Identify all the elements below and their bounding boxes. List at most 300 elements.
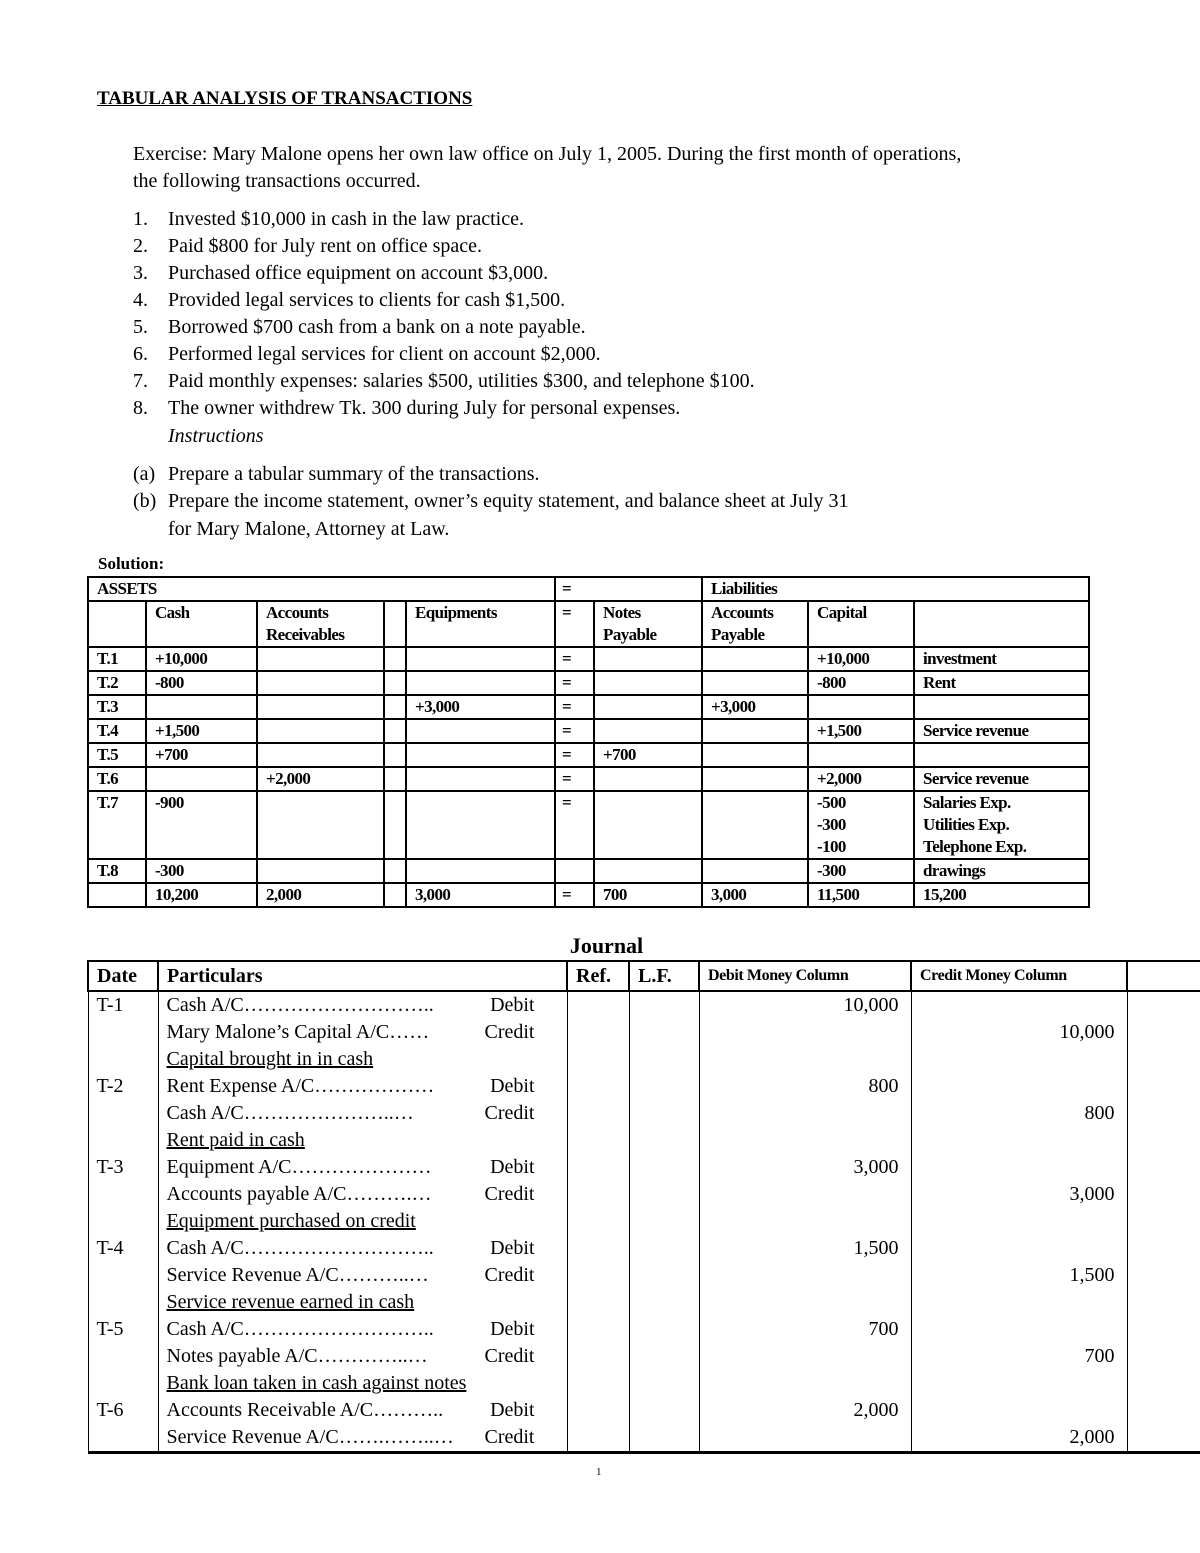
header-line: Notes (603, 603, 641, 622)
leader-dots: ……………………….. (243, 1318, 434, 1340)
journal-row (88, 1262, 1200, 1289)
cash-header: Cash (146, 601, 257, 647)
accounts-payable-header (702, 601, 808, 647)
total-eq: = (555, 883, 594, 907)
transaction-id: T.1 (88, 647, 146, 671)
ref-cell (567, 1208, 629, 1235)
credit-cell (911, 1397, 1127, 1424)
debit-cell (699, 1046, 911, 1073)
item-text: Performed legal services for client on account $2,000. (168, 343, 601, 365)
debit-cell (699, 1181, 911, 1208)
credit-account: Service Revenue A/C (166, 1264, 339, 1286)
debit-word: Debit (490, 1156, 535, 1178)
blank-cell (384, 743, 406, 767)
date-cell (88, 1181, 158, 1208)
cash-cell: -800 (146, 671, 257, 695)
extra-cell (1127, 1316, 1200, 1343)
debit-word: Debit (490, 1399, 535, 1421)
debit-word: Debit (490, 1318, 535, 1340)
cash-cell: -900 (146, 791, 257, 859)
credit-word: Credit (484, 1021, 535, 1043)
ref-cell (567, 1100, 629, 1127)
particulars-cell (158, 1100, 567, 1127)
cell-line: -300 (817, 815, 846, 834)
extra-cell (1127, 1127, 1200, 1154)
ref-cell (567, 1343, 629, 1370)
debit-cell (699, 1100, 911, 1127)
leader-dots: …………..… (317, 1345, 428, 1367)
eq-cell: = (555, 791, 594, 859)
accounts-receivable-header (257, 601, 384, 647)
note-cell: investment (914, 647, 1089, 671)
leader-dots: …………………..… (243, 1102, 414, 1124)
eq-cell (555, 859, 594, 883)
extra-cell (1127, 1235, 1200, 1262)
lf-cell (629, 1046, 699, 1073)
transaction-id: T.8 (88, 859, 146, 883)
table-row (88, 647, 1089, 671)
ar-cell (257, 647, 384, 671)
date-header: Date (88, 961, 158, 991)
extra-cell (1127, 1181, 1200, 1208)
ref-cell (567, 1073, 629, 1100)
ap-cell (702, 767, 808, 791)
np-cell (594, 719, 702, 743)
lf-cell (629, 1100, 699, 1127)
particulars-cell (158, 1208, 567, 1235)
debit-cell (699, 1343, 911, 1370)
total-equity: 15,200 (914, 883, 1089, 907)
capital-cell: -300 (808, 859, 914, 883)
lf-header: L.F. (629, 961, 699, 991)
ref-cell (567, 1154, 629, 1181)
extra-cell (1127, 1073, 1200, 1100)
debit-cell: 700 (699, 1316, 911, 1343)
debit-cell (699, 1370, 911, 1397)
liabilities-header: Liabilities (702, 577, 914, 601)
transaction-id: T.5 (88, 743, 146, 767)
journal-row (88, 1046, 1200, 1073)
list-item (133, 395, 755, 422)
ap-cell (702, 671, 808, 695)
debit-cell: 2,000 (699, 1397, 911, 1424)
note-cell (914, 791, 1089, 859)
blank-cell (88, 883, 146, 907)
column-header-row (88, 601, 1089, 647)
item-text: Prepare the income statement, owner’s equity statement, and balance sheet at July 31 (168, 490, 849, 512)
np-cell (594, 791, 702, 859)
ap-cell (702, 743, 808, 767)
journal-row (88, 991, 1200, 1019)
transaction-id: T.4 (88, 719, 146, 743)
journal-row (88, 1100, 1200, 1127)
lf-cell (629, 1424, 699, 1453)
date-cell (88, 1289, 158, 1316)
list-item (133, 368, 755, 395)
debit-account: Rent Expense A/C (166, 1075, 315, 1097)
cell-line: Utilities Exp. (923, 815, 1010, 834)
item-text: Prepare a tabular summary of the transactions. (168, 463, 540, 485)
totals-row (88, 883, 1089, 907)
list-item (133, 461, 849, 488)
extra-cell (1127, 991, 1200, 1019)
date-cell (88, 1208, 158, 1235)
capital-header: Capital (808, 601, 914, 647)
date-cell (88, 1262, 158, 1289)
ar-cell (257, 859, 384, 883)
item-number: (a) (133, 463, 156, 485)
journal-row (88, 1343, 1200, 1370)
lf-cell (629, 1289, 699, 1316)
solution-label: Solution: (98, 554, 165, 573)
particulars-header: Particulars (158, 961, 567, 991)
credit-word: Credit (484, 1264, 535, 1286)
tabular-summary-table (87, 576, 1090, 908)
particulars-cell (158, 1262, 567, 1289)
ar-cell (257, 791, 384, 859)
ar-cell (257, 743, 384, 767)
header-line: Receivables (266, 625, 345, 644)
journal-row (88, 1154, 1200, 1181)
np-cell (594, 767, 702, 791)
ref-cell (567, 1397, 629, 1424)
eq-cell: = (555, 671, 594, 695)
ref-cell (567, 1424, 629, 1453)
particulars-cell (158, 1181, 567, 1208)
equity-header-spacer (914, 577, 1089, 601)
item-text: Invested $10,000 in cash in the law practice. (168, 208, 524, 230)
item-number: 8. (133, 397, 148, 419)
debit-cell: 10,000 (699, 991, 911, 1019)
date-cell (88, 1127, 158, 1154)
table-row (88, 719, 1089, 743)
credit-word: Credit (484, 1102, 535, 1124)
exercise-line-1: Exercise: Mary Malone opens her own law office on July 1, 2005. During the first month of operations, (133, 143, 962, 165)
table-row (88, 859, 1089, 883)
extra-cell (1127, 1208, 1200, 1235)
ref-cell (567, 1046, 629, 1073)
particulars-cell (158, 1019, 567, 1046)
credit-header: Credit Money Column (911, 961, 1127, 991)
blank-cell (384, 767, 406, 791)
narration: Equipment purchased on credit (166, 1210, 416, 1232)
header-line: Accounts (266, 603, 329, 622)
list-item (133, 488, 849, 515)
journal-row (88, 1397, 1200, 1424)
equip-cell (406, 791, 555, 859)
journal-title: Journal (569, 933, 644, 958)
ref-header: Ref. (567, 961, 629, 991)
header-line: Accounts (711, 603, 774, 622)
header-line: Payable (711, 625, 765, 644)
list-item (133, 287, 755, 314)
credit-cell (911, 1316, 1127, 1343)
total-capital: 11,500 (808, 883, 914, 907)
cash-cell: +10,000 (146, 647, 257, 671)
blank-cell (384, 671, 406, 695)
capital-cell: +10,000 (808, 647, 914, 671)
particulars-cell (158, 1046, 567, 1073)
particulars-cell (158, 1343, 567, 1370)
ref-cell (567, 1289, 629, 1316)
capital-cell (808, 743, 914, 767)
lf-cell (629, 1208, 699, 1235)
item-number: (b) (133, 490, 157, 512)
particulars-cell (158, 1289, 567, 1316)
note-cell (914, 695, 1089, 719)
blank-cell (88, 601, 146, 647)
journal-row (88, 1208, 1200, 1235)
particulars-cell (158, 1073, 567, 1100)
lf-cell (629, 1154, 699, 1181)
narration: Capital brought in in cash (166, 1048, 374, 1070)
ar-cell (257, 695, 384, 719)
item-text: The owner withdrew Tk. 300 during July for personal expenses. (168, 397, 681, 419)
capital-cell: +1,500 (808, 719, 914, 743)
total-ap: 3,000 (702, 883, 808, 907)
extra-cell (1127, 1100, 1200, 1127)
debit-cell: 3,000 (699, 1154, 911, 1181)
note-cell: Service revenue (914, 719, 1089, 743)
item-number: 4. (133, 289, 148, 311)
note-cell: Service revenue (914, 767, 1089, 791)
note-cell: drawings (914, 859, 1089, 883)
extra-cell (1127, 1370, 1200, 1397)
item-number: 2. (133, 235, 148, 257)
cash-cell (146, 695, 257, 719)
debit-cell (699, 1289, 911, 1316)
particulars-cell (158, 1397, 567, 1424)
equals-cell: = (555, 601, 594, 647)
ref-cell (567, 1127, 629, 1154)
table-row (88, 743, 1089, 767)
item-text: Purchased office equipment on account $3,000. (168, 262, 549, 284)
date-cell (88, 1019, 158, 1046)
narration: Service revenue earned in cash (166, 1291, 415, 1313)
cash-cell: +1,500 (146, 719, 257, 743)
ref-cell (567, 1316, 629, 1343)
debit-account: Cash A/C (166, 1237, 244, 1259)
lf-cell (629, 1316, 699, 1343)
debit-cell (699, 1019, 911, 1046)
leader-dots: …… (389, 1021, 430, 1043)
journal-header-row (88, 961, 1200, 991)
lf-cell (629, 1181, 699, 1208)
journal-row (88, 1316, 1200, 1343)
leader-dots: ……………… (314, 1075, 435, 1097)
particulars-cell (158, 1424, 567, 1453)
date-cell: T-5 (88, 1316, 158, 1343)
credit-word: Credit (484, 1426, 535, 1448)
date-cell (88, 1100, 158, 1127)
equip-cell: +3,000 (406, 695, 555, 719)
credit-cell: 800 (911, 1100, 1127, 1127)
particulars-cell (158, 1235, 567, 1262)
journal-row (88, 1424, 1200, 1453)
journal-row (88, 1289, 1200, 1316)
credit-cell (911, 1046, 1127, 1073)
ref-cell (567, 1262, 629, 1289)
extra-cell (1127, 1046, 1200, 1073)
journal-row (88, 1235, 1200, 1262)
item-number: 1. (133, 208, 148, 230)
debit-word: Debit (490, 1237, 535, 1259)
journal-row (88, 1181, 1200, 1208)
assets-header: ASSETS (88, 577, 555, 601)
date-cell: T-4 (88, 1235, 158, 1262)
transaction-id: T.3 (88, 695, 146, 719)
total-np: 700 (594, 883, 702, 907)
credit-account: Mary Malone’s Capital A/C (166, 1021, 390, 1043)
extra-cell (1127, 1343, 1200, 1370)
blank-cell (384, 647, 406, 671)
particulars-cell (158, 1127, 567, 1154)
credit-cell (911, 1208, 1127, 1235)
ap-cell: +3,000 (702, 695, 808, 719)
credit-account: Notes payable A/C (166, 1345, 318, 1367)
credit-cell (911, 1289, 1127, 1316)
date-cell (88, 1370, 158, 1397)
item-text: Paid $800 for July rent on office space. (168, 235, 482, 257)
extra-cell (1127, 1019, 1200, 1046)
exercise-line-2: the following transactions occurred. (133, 170, 421, 192)
debit-cell: 1,500 (699, 1235, 911, 1262)
eq-cell: = (555, 647, 594, 671)
lf-cell (629, 1127, 699, 1154)
credit-account: Service Revenue A/C (166, 1426, 339, 1448)
header-line: Payable (603, 625, 657, 644)
lf-cell (629, 1343, 699, 1370)
ar-cell: +2,000 (257, 767, 384, 791)
item-number: 7. (133, 370, 148, 392)
credit-cell (911, 1073, 1127, 1100)
leader-dots: ……………………….. (243, 994, 434, 1016)
debit-header: Debit Money Column (699, 961, 911, 991)
extra-cell (1127, 1262, 1200, 1289)
document-title: TABULAR ANALYSIS OF TRANSACTIONS (97, 88, 473, 109)
transaction-id: T.2 (88, 671, 146, 695)
note-cell (914, 743, 1089, 767)
ref-cell (567, 1019, 629, 1046)
equip-cell (406, 859, 555, 883)
credit-cell: 1,500 (911, 1262, 1127, 1289)
equip-cell (406, 719, 555, 743)
debit-cell (699, 1208, 911, 1235)
ap-cell (702, 859, 808, 883)
date-cell (88, 1046, 158, 1073)
equip-cell (406, 767, 555, 791)
equipments-header: Equipments (406, 601, 555, 647)
blank-cell (914, 601, 1089, 647)
list-item (133, 233, 755, 260)
extra-cell (1127, 1289, 1200, 1316)
debit-cell: 800 (699, 1073, 911, 1100)
credit-word: Credit (484, 1345, 535, 1367)
ar-cell (257, 719, 384, 743)
capital-cell (808, 695, 914, 719)
narration: Rent paid in cash (166, 1129, 305, 1151)
credit-cell (911, 1235, 1127, 1262)
item-number: 6. (133, 343, 148, 365)
credit-cell: 10,000 (911, 1019, 1127, 1046)
ap-cell (702, 719, 808, 743)
equals-header: = (555, 577, 702, 601)
blank-cell (384, 601, 406, 647)
total-cash: 10,200 (146, 883, 257, 907)
cell-line: -100 (817, 837, 846, 856)
credit-cell: 3,000 (911, 1181, 1127, 1208)
particulars-cell (158, 1370, 567, 1397)
credit-word: Credit (484, 1183, 535, 1205)
note-cell: Rent (914, 671, 1089, 695)
total-ar: 2,000 (257, 883, 384, 907)
leader-dots: ……….. (373, 1399, 444, 1421)
item-number: 5. (133, 316, 148, 338)
transaction-list (133, 206, 755, 422)
page-number: 1 (596, 1466, 602, 1478)
eq-cell: = (555, 695, 594, 719)
ref-cell (567, 1181, 629, 1208)
leader-dots: ……….… (346, 1183, 432, 1205)
debit-cell (699, 1127, 911, 1154)
particulars-cell (158, 1154, 567, 1181)
table-top-header (88, 577, 1089, 601)
credit-cell (911, 991, 1127, 1019)
credit-cell (911, 1127, 1127, 1154)
lf-cell (629, 1262, 699, 1289)
transaction-id: T.7 (88, 791, 146, 859)
notes-payable-header (594, 601, 702, 647)
particulars-cell (158, 1316, 567, 1343)
blank-cell (384, 791, 406, 859)
np-cell: +700 (594, 743, 702, 767)
np-cell (594, 671, 702, 695)
journal-row (88, 1073, 1200, 1100)
ref-cell (567, 1235, 629, 1262)
instruction-list (133, 461, 849, 515)
lf-cell (629, 1235, 699, 1262)
table-row (88, 767, 1089, 791)
ref-cell (567, 1370, 629, 1397)
particulars-cell (158, 991, 567, 1019)
table-row (88, 695, 1089, 719)
table-row (88, 791, 1089, 859)
leader-dots: ……………………….. (243, 1237, 434, 1259)
journal-row (88, 1019, 1200, 1046)
ref-cell (567, 991, 629, 1019)
lf-cell (629, 1397, 699, 1424)
credit-account: Accounts payable A/C (166, 1183, 347, 1205)
journal-table (87, 960, 1200, 1454)
debit-account: Accounts Receivable A/C (166, 1399, 374, 1421)
credit-cell (911, 1154, 1127, 1181)
debit-word: Debit (490, 1075, 535, 1097)
lf-cell (629, 1370, 699, 1397)
cell-line: -500 (817, 793, 846, 812)
journal-row (88, 1127, 1200, 1154)
ar-cell (257, 671, 384, 695)
capital-cell (808, 791, 914, 859)
ap-cell (702, 647, 808, 671)
extra-cell (1127, 1424, 1200, 1453)
equip-cell (406, 671, 555, 695)
np-cell (594, 695, 702, 719)
debit-account: Cash A/C (166, 994, 244, 1016)
np-cell (594, 647, 702, 671)
extra-cell (1127, 1397, 1200, 1424)
extra-column-header (1127, 961, 1200, 991)
leader-dots: …….……..… (338, 1426, 454, 1448)
